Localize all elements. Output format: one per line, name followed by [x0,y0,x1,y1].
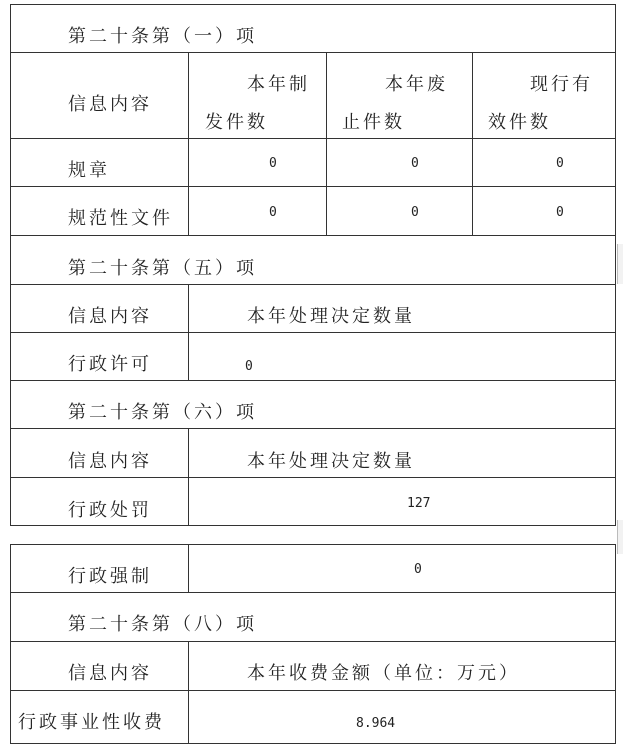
section5-header-label: 信息内容 [68,306,152,327]
row-label-administrative-coercion: 行政强制 [68,566,152,587]
column-divider [188,428,189,526]
row-divider [10,52,616,53]
row-label-administrative-penalty: 行政处罚 [68,500,152,521]
section6-header-label: 信息内容 [68,451,152,472]
normative-repealed-value: 0 [411,205,419,220]
section8-header-value: 本年收费金额（单位：万元） [247,663,520,684]
header-issued-count-line1: 本年制 [247,74,310,95]
section-title-5: 第二十条第（五）项 [68,258,257,279]
normative-valid-value: 0 [556,205,564,220]
row-divider [10,690,616,691]
page-break-gap [0,526,623,544]
row-label-normative-documents: 规范性文件 [68,208,173,229]
administrative-fees-value: 8.964 [356,716,396,731]
row-divider [10,332,616,333]
row-divider [10,186,616,187]
header-info-content: 信息内容 [68,94,152,115]
scroll-edge-marker [617,244,623,284]
row-divider [10,641,616,642]
regulations-valid-value: 0 [556,156,564,171]
header-repealed-count-line2: 止件数 [342,112,405,133]
column-divider [188,544,189,592]
row-divider [10,284,616,285]
section-title-8: 第二十条第（八）项 [68,614,257,635]
row-divider [10,592,616,593]
header-issued-count-line2: 发件数 [205,112,268,133]
row-divider [10,428,616,429]
section-title-6: 第二十条第（六）项 [68,402,257,423]
section6-header-value: 本年处理决定数量 [247,451,415,472]
column-divider [188,641,189,744]
administrative-coercion-value: 0 [414,562,422,577]
column-divider [188,284,189,380]
administrative-penalty-value: 127 [407,496,431,511]
header-valid-count-line2: 效件数 [488,112,551,133]
row-label-administrative-fees: 行政事业性收费 [18,712,165,733]
normative-issued-value: 0 [269,205,277,220]
header-repealed-count-line1: 本年废 [385,74,448,95]
section8-header-label: 信息内容 [68,663,152,684]
regulations-issued-value: 0 [269,156,277,171]
row-divider [10,477,616,478]
row-label-administrative-licensing: 行政许可 [68,354,152,375]
regulations-repealed-value: 0 [411,156,419,171]
column-divider [472,52,473,235]
section-title-1: 第二十条第（一）项 [68,26,257,47]
row-divider [10,138,616,139]
column-divider [188,52,189,235]
row-label-regulations: 规章 [68,160,110,181]
header-valid-count-line1: 现行有 [530,74,593,95]
column-divider [326,52,327,235]
row-divider [10,380,616,381]
row-divider [10,235,616,236]
section5-header-value: 本年处理决定数量 [247,306,415,327]
administrative-licensing-value: 0 [245,359,253,374]
scroll-edge-marker [617,520,623,554]
